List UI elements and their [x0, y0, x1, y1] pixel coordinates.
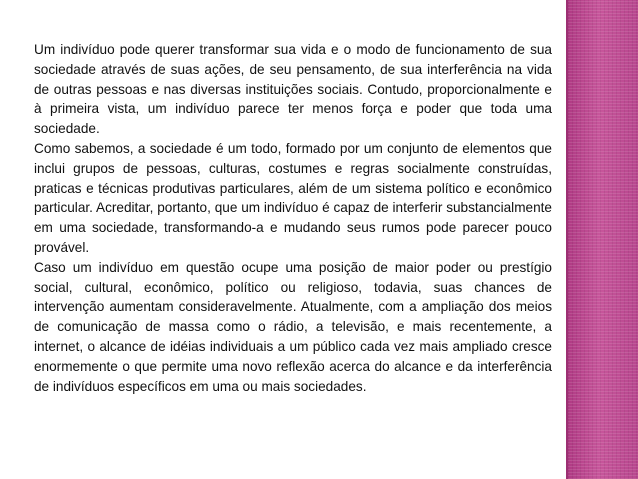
slide-body-text [34, 40, 552, 396]
decorative-sidebar [568, 0, 638, 479]
paragraph-3: Caso um indivíduo em questão ocupe uma posição de maior poder ou prestígio social, cultural, econômico, político ou religioso, todavia, suas chances de intervenção aumentam consideravelmente. Atualmente, com a ampliação dos meios de comunicação de massa como o rádio, a televisão, e mais recentemente, a internet, o alcance de idéias individuais a um público cada vez mais ampliado cresce enormemente o que permite uma novo reflexão acerca do alcance e da interferência de indivíduos específicos em uma ou mais sociedades. [34, 259, 552, 394]
paragraph-1: Um indivíduo pode querer transformar sua vida e o modo de funcionamento de sua sociedade através de suas ações, de seu pensamento, de sua interferência na vida de outras pessoas e nas diversas instituições sociais. Contudo, proporcionalmente e à primeira vista, um indivíduo parece ter menos força e poder que toda uma sociedade. [34, 42, 552, 137]
paragraph-2: Como sabemos, a sociedade é um todo, formado por um conjunto de elementos que inclui grupos de pessoas, culturas, costumes e regras socialmente construídas, praticas e técnicas produtivas particulares, além de um sistema político e econômico particular. Acreditar, portanto, que um indivíduo é capaz de interferir substancialmente em uma sociedade, transformando-a e mudando seus rumos pode parecer pouco provável. [34, 140, 552, 255]
